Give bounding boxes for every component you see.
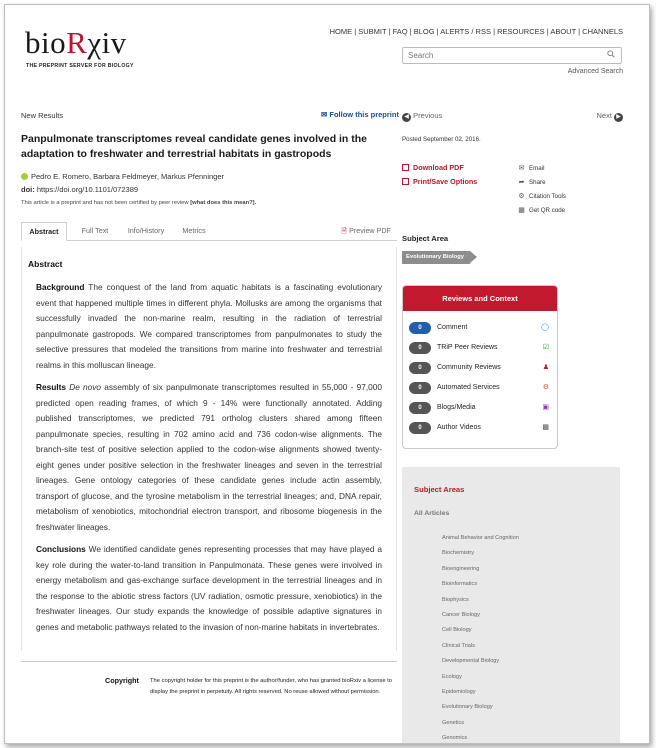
subject-link[interactable]: Epidemiology: [442, 689, 476, 696]
next-link[interactable]: Next ▶: [596, 111, 623, 122]
abstract-results: Results De novo assembly of six panpulmonate transcriptomes resulted in 55,000 - 97,000 predicted open reading frames, of which 9 - 14% were functionally annotated. Adding published transcriptomes, we predicted 791 ortholog clusters shared among fifteen panpulmonate species, resulting in 702 amino acid and 736 codon-wise alignments. The branch-site test of positive selection applied to the codon-wise alignments showed twenty-eight genes under positive selection in the freshwater lineages and seven in the terrestrial lineages. Gene ontology categories of these candidate genes include actin assembly, transport of glucose, and the tyrosine metabolism in the terrestrial lineages; and, DNA repair, metabolism of xenobiotics, mitochondrial electron transport, and ribosome biogenesis in the freshwater lineages.: [36, 382, 382, 532]
subject-list: [442, 531, 519, 744]
logo-tagline: THE PREPRINT SERVER FOR BIOLOGY: [26, 63, 134, 69]
bell-icon: ✉︎: [321, 110, 328, 119]
review-row-comment[interactable]: 0 Comment ◯: [407, 321, 552, 335]
review-row-community[interactable]: 0 Community Reviews ♟︎: [407, 361, 552, 375]
subject-link[interactable]: Cancer Biology: [442, 612, 480, 619]
abstract-heading: Abstract: [28, 259, 63, 269]
count-badge: 0: [409, 402, 431, 414]
previous-link[interactable]: ◀ Previous: [402, 111, 442, 122]
subject-link[interactable]: Ecology: [442, 673, 462, 680]
article-title: Panpulmonate transcriptomes reveal candidate genes involved in the adaptation to freshwater and terrestrial habitats in gastropods: [21, 133, 368, 160]
tab-full-text[interactable]: Full Text: [81, 226, 109, 235]
checkbox-icon: ☑︎: [542, 344, 549, 351]
nav-submit[interactable]: SUBMIT: [358, 27, 387, 36]
subject-link[interactable]: Animal Behavior and Cognition: [442, 535, 519, 541]
author-list: Pedro E. Romero, Barbara Feldmeyer, Markus Pfenninger: [21, 172, 224, 181]
tab-metrics[interactable]: Metrics: [182, 226, 206, 235]
tab-abstract[interactable]: Abstract: [21, 222, 67, 241]
share-link[interactable]: ➦︎ Share: [517, 176, 566, 190]
abstract-conclusions: Conclusions We identified candidate genes representing processes that may have played a key role during the water-to-land transition in Panpulmonata. These genes were involved in energy metabolism and gas-exchange surface development in the terrestrial lineages and in the response to the abiotic stress factors (UV radiation, osmotic pressure, xenobiotics) in the freshwater lineages. Our study expands the knowledge of possible adaptive signatures in genes and metabolic pathways related to the invasion of non-marine habitats in invertebrates.: [36, 544, 382, 632]
print-save-link[interactable]: Print/Save Options: [402, 177, 477, 186]
subject-link[interactable]: Genomics: [442, 735, 468, 742]
count-badge: 0: [409, 422, 431, 434]
subject-area-heading: Subject Area: [402, 234, 449, 243]
search-input[interactable]: [402, 47, 622, 64]
reviews-context-panel: [402, 285, 558, 449]
share-icon: ➦︎: [518, 179, 525, 186]
subject-areas-panel: [402, 467, 620, 744]
article-tabs: [21, 222, 397, 241]
all-articles-link[interactable]: All Articles: [414, 510, 450, 517]
download-pdf-link[interactable]: Download PDF: [402, 163, 464, 172]
doi-link[interactable]: https://doi.org/10.1101/072389: [36, 185, 139, 194]
monitor-icon: ▣︎: [542, 404, 549, 411]
pdf-icon: [402, 164, 409, 171]
subject-link[interactable]: Bioinformatics: [442, 581, 478, 588]
nav-alerts[interactable]: ALERTS / RSS: [440, 27, 491, 36]
print-icon: [402, 178, 409, 185]
peer-review-note: This article is a preprint and has not been certified by peer review [what does this mean?].: [21, 200, 257, 206]
orcid-icon[interactable]: [21, 173, 28, 180]
people-icon: ♟︎: [542, 364, 549, 371]
pdf-icon: 🗎︎: [341, 226, 348, 235]
nav-about[interactable]: ABOUT: [550, 27, 577, 36]
count-badge: 0: [409, 382, 431, 394]
share-tools: [517, 162, 566, 218]
subject-link[interactable]: Bioengineering: [442, 565, 480, 572]
biorxiv-logo[interactable]: bioRχiv: [25, 25, 127, 60]
gears-icon: ⚙︎: [542, 384, 549, 391]
abstract-background: Background The conquest of the land from aquatic habitats is a fascinating evolutionary event that happened multiple times in different phyla. Mollusks are among the organisms that successfully invaded the non-marine realm, resulting in the radiation of terrestrial panpulmonate gastropods. We compared transcriptomes from panpulmonates to study the selective pressures that modeled the transitions from marine into freshwater and terrestrial realms in this molluscan lineage.: [36, 282, 382, 370]
divider: [21, 661, 397, 662]
next-arrow-icon: ▶: [614, 113, 623, 122]
review-row-trip[interactable]: 0 TRiP Peer Reviews ☑︎: [407, 341, 552, 355]
preview-pdf-link[interactable]: 🗎︎ Preview PDF: [341, 226, 391, 235]
email-link[interactable]: ✉︎ Email: [517, 162, 566, 176]
citation-tools-link[interactable]: ⚙︎ Citation Tools: [517, 190, 566, 204]
subject-link[interactable]: Cell Biology: [442, 627, 472, 634]
review-row-videos[interactable]: 0 Author Videos ▩︎: [407, 421, 552, 435]
follow-preprint-button[interactable]: ✉︎ Follow this preprint: [321, 110, 399, 119]
subject-link[interactable]: Evolutionary Biology: [442, 704, 493, 711]
subject-link[interactable]: Developmental Biology: [442, 658, 500, 665]
copyright-label: Copyright: [105, 676, 139, 685]
subject-link[interactable]: Genetics: [442, 719, 465, 726]
qr-code-link[interactable]: ▦︎ Get QR code: [517, 204, 566, 218]
tab-info-history[interactable]: Info/History: [127, 226, 165, 235]
advanced-search-link[interactable]: Advanced Search: [567, 68, 623, 75]
breadcrumb[interactable]: New Results: [21, 111, 64, 120]
posted-date: Posted September 02, 2016.: [402, 136, 481, 143]
subject-link[interactable]: Biochemistry: [442, 550, 475, 557]
copyright-text: The copyright holder for this preprint is the author/funder, who has granted bioRxiv a license to display the preprint in perpetuity. All rights reserved. No reuse allowed without permission.: [150, 678, 392, 695]
review-row-blogs[interactable]: 0 Blogs/Media ▣︎: [407, 401, 552, 415]
prev-arrow-icon: ◀: [402, 113, 411, 122]
subject-areas-heading: Subject Areas: [414, 485, 465, 494]
subject-link[interactable]: Biophysics: [442, 596, 469, 603]
top-nav: HOME | SUBMIT | FAQ | BLOG | ALERTS / RSS | RESOURCES | ABOUT | CHANNELS: [329, 27, 623, 36]
count-badge: 0: [409, 342, 431, 354]
search-icon[interactable]: [607, 50, 615, 58]
abstract-section: [21, 247, 397, 651]
nav-channels[interactable]: CHANNELS: [582, 27, 623, 36]
what-does-this-mean-link[interactable]: [what does this mean?].: [190, 200, 257, 206]
count-badge: 0: [409, 362, 431, 374]
subject-area-tag[interactable]: Evolutionary Biology: [402, 251, 470, 264]
nav-home[interactable]: HOME: [329, 27, 353, 36]
film-icon: ▩︎: [542, 424, 549, 431]
citation-icon: ⚙︎: [518, 193, 525, 200]
reviews-context-heading: Reviews and Context: [403, 286, 557, 311]
nav-blog[interactable]: BLOG: [413, 27, 435, 36]
comment-icon: ◯: [541, 324, 549, 331]
review-row-automated[interactable]: 0 Automated Services ⚙︎: [407, 381, 552, 395]
email-icon: ✉︎: [518, 165, 525, 172]
doi-line: doi: https://doi.org/10.1101/072389: [21, 185, 139, 194]
page-frame: [4, 4, 650, 744]
nav-resources[interactable]: RESOURCES: [497, 27, 545, 36]
count-badge: 0: [409, 322, 431, 334]
subject-link[interactable]: Clinical Trials: [442, 642, 475, 649]
qr-code-icon: ▦︎: [518, 207, 525, 214]
nav-faq[interactable]: FAQ: [392, 27, 408, 36]
